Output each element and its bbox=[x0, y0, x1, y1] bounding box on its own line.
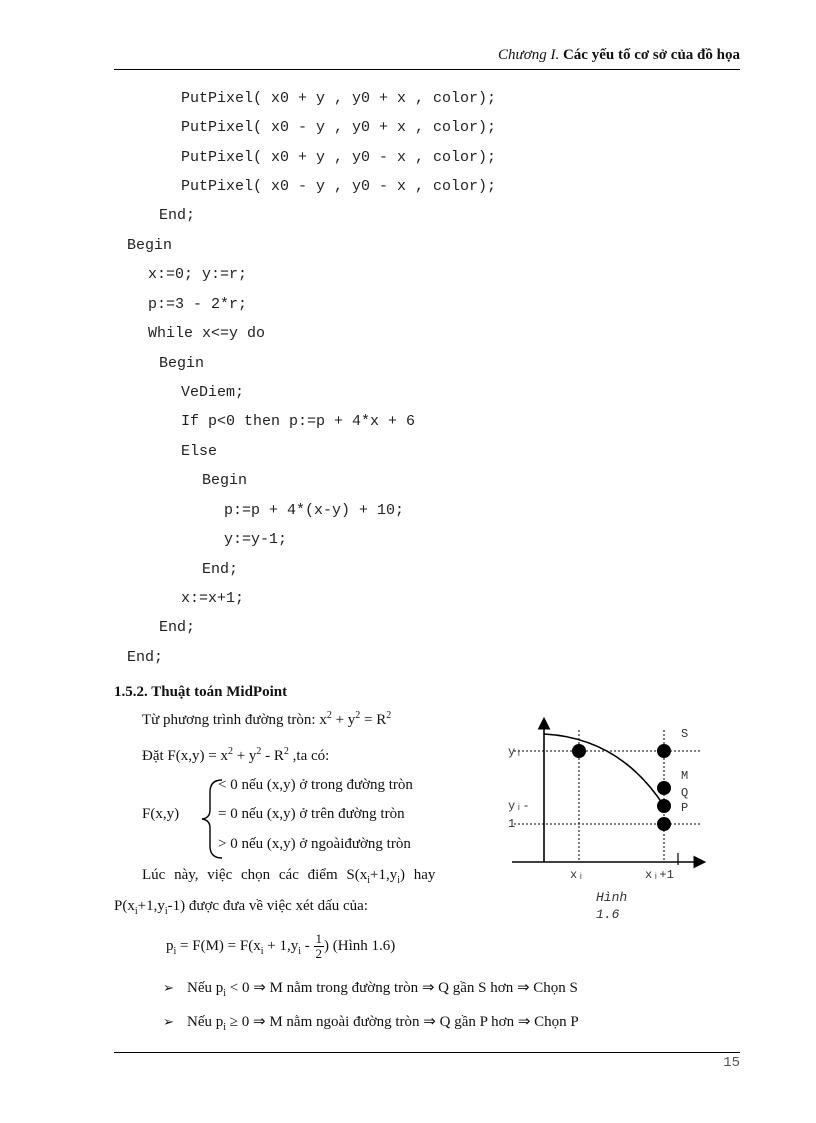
header-rule bbox=[114, 69, 740, 70]
label-xi: xᵢ bbox=[570, 868, 585, 882]
code-line: PutPixel( x0 - y , y0 - x , color); bbox=[181, 178, 497, 195]
circle-equation-line: Từ phương trình đường tròn: $x^2 + y^2 = R^2$ bbox=[142, 710, 392, 728]
code-line: PutPixel( x0 + y , y0 - x , color); bbox=[181, 149, 497, 166]
code-line: Else bbox=[181, 443, 218, 460]
page-number: 15 bbox=[723, 1055, 740, 1071]
point-m bbox=[657, 781, 671, 795]
code-line: p:=p + 4*(x-y) + 10; bbox=[224, 502, 405, 519]
code-line: Begin bbox=[127, 237, 173, 254]
point-q bbox=[657, 799, 671, 813]
circle-arc bbox=[544, 734, 664, 806]
choice-paragraph-line1: Lúc này, việc chọn các điểm $S(x_i+1,y_i)$ hay bbox=[142, 867, 436, 886]
code-line: If p<0 then p:=p + 4*x + 6 bbox=[181, 413, 416, 430]
fxy-label: F(x,y) bbox=[142, 806, 180, 822]
function-definition-line: Đặt $F(x,y) = x^2 + y^2 - R^2$ ,ta có: bbox=[142, 746, 330, 764]
chapter-title: Các yếu tố cơ sở của đồ họa bbox=[562, 47, 740, 63]
code-line: PutPixel( x0 + y , y0 + x , color); bbox=[181, 90, 497, 107]
code-line: VeDiem; bbox=[181, 384, 245, 401]
label-yi-minus-1-tail: 1 bbox=[508, 817, 516, 831]
bullet-choose-p: ➢ Nếu $p_i \ge 0$ ⇒ M nằm ngoài đường tròn ⇒ Q gần P hơn ⇒ Chọn P bbox=[163, 1014, 579, 1033]
code-line: x:=x+1; bbox=[181, 590, 245, 607]
label-yi: yᵢ bbox=[508, 745, 523, 759]
point-s bbox=[657, 744, 671, 758]
chapter-label: Chương I. bbox=[498, 47, 560, 63]
point-p bbox=[657, 817, 671, 831]
arrow-bullet-icon: ➢ bbox=[163, 1014, 174, 1029]
code-line: p:=3 - 2*r; bbox=[148, 296, 248, 313]
label-q: Q bbox=[681, 786, 689, 800]
midpoint-formula: $p_i = F(M) = F(x_i + 1,y_i$ - $\frac{1}{2}$ ) (Hình 1.6) bbox=[166, 931, 396, 961]
code-line: Begin bbox=[159, 355, 205, 372]
footer-rule bbox=[114, 1052, 740, 1053]
case-inside: < 0 nếu (x,y) ở trong đường tròn bbox=[218, 777, 413, 793]
label-m: M bbox=[681, 769, 689, 783]
fraction-one-half: $\frac{1}{2}$ bbox=[315, 931, 322, 961]
case-outside: > 0 nếu (x,y) ở ngoàiđường tròn bbox=[218, 836, 411, 852]
code-line: x:=0; y:=r; bbox=[148, 266, 248, 283]
figure-caption: Hình 1.6 bbox=[596, 890, 628, 919]
code-line: End; bbox=[159, 207, 196, 224]
code-line: End; bbox=[159, 619, 196, 636]
code-line: y:=y-1; bbox=[224, 531, 288, 548]
code-line: End; bbox=[127, 649, 164, 666]
bullet-choose-s: ➢ Nếu $p_i < 0$ ⇒ M nằm trong đường tròn ⇒ Q gần S hơn ⇒ Chọn S bbox=[163, 980, 578, 999]
arrow-bullet-icon: ➢ bbox=[163, 980, 174, 995]
code-line: End; bbox=[202, 561, 239, 578]
section-title: 1.5.2. Thuật toán MidPoint bbox=[114, 684, 288, 700]
page-header bbox=[114, 47, 740, 64]
label-yi-minus-1: yᵢ- bbox=[508, 799, 530, 813]
label-xi-plus-1: xᵢ+1 bbox=[645, 868, 674, 882]
label-s: S bbox=[681, 727, 689, 741]
point-xi-yi bbox=[572, 744, 586, 758]
code-line: Begin bbox=[202, 472, 248, 489]
case-on: = 0 nếu (x,y) ở trên đường tròn bbox=[218, 806, 405, 822]
code-line: PutPixel( x0 - y , y0 + x , color); bbox=[181, 119, 497, 136]
choice-paragraph-line2: $P(x_i+1,y_i-1)$ được đưa về việc xét dấu của: bbox=[114, 898, 368, 917]
label-p: P bbox=[681, 801, 689, 815]
code-line: While x<=y do bbox=[148, 325, 266, 342]
